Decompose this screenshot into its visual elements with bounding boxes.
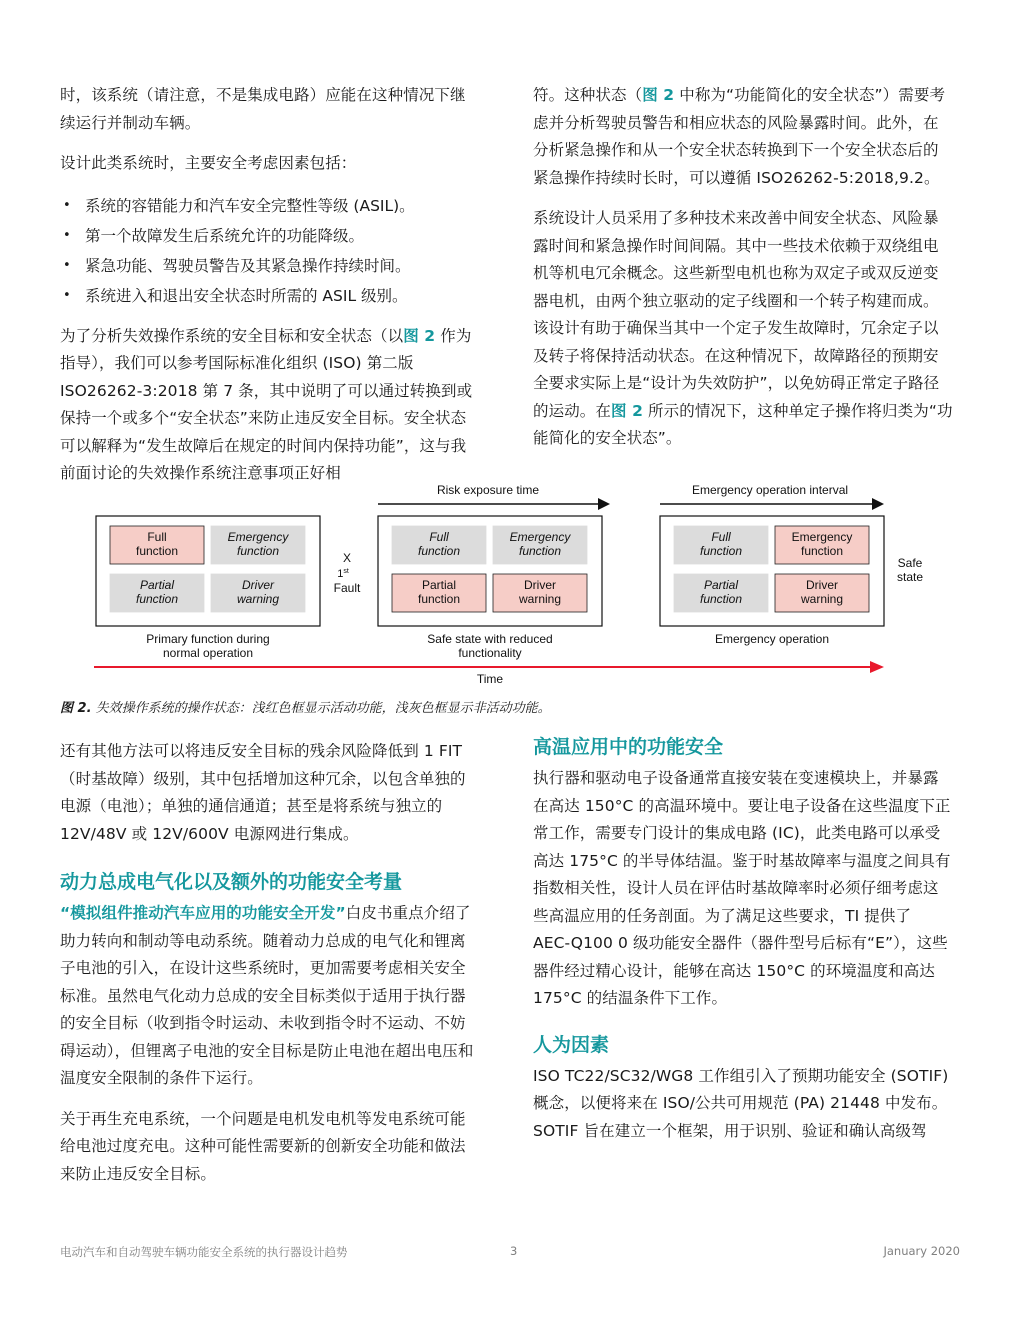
state-box-label: Driver <box>242 578 274 592</box>
state-panels <box>96 516 884 660</box>
list-item: • 第一个故障发生后系统允许的功能降级。 <box>60 221 480 251</box>
section-heading: 高温应用中的功能安全 <box>533 736 724 758</box>
figure-2-link[interactable]: 图 2 <box>403 326 436 345</box>
state-box-label: warning <box>800 592 844 606</box>
state-box-label: Emergency <box>227 530 289 544</box>
state-box-label: function <box>699 592 743 606</box>
safe-state-label-1: Safe <box>897 556 923 570</box>
page-number: 3 <box>510 1244 518 1258</box>
panel-caption: Emergency operation <box>714 632 830 646</box>
panel-caption: normal operation <box>162 646 254 660</box>
state-box-label: Driver <box>524 578 556 592</box>
whitepaper-link[interactable]: “模拟组件推动汽车应用的功能安全开发” <box>60 904 346 922</box>
state-box-label: function <box>417 544 461 558</box>
emergency-interval-label: Emergency operation interval <box>691 483 849 497</box>
paragraph: 关于再生充电系统，一个问题是电机发电机等发电系统可能给电池过度充电。这种可能性需要新的创新安全功能和做法来防止违反安全目标。 <box>60 1109 466 1183</box>
time-arrowhead <box>870 661 884 673</box>
state-box-label: Emergency <box>509 530 571 544</box>
paragraph: ISO TC22/SC32/WG8 工作组引入了预期功能安全 (SOTIF) 概念，以便将来在 ISO/公共可用规范 (PA) 21448 中发布。SOTIF 旨在建立一个框架，用于识别、验证和确认高级驾 <box>533 1066 949 1140</box>
state-box-label: function <box>800 544 844 558</box>
section-heading: 人为因素 <box>533 1033 610 1056</box>
list-item: • 系统进入和退出安全状态时所需的 ASIL 级别。 <box>60 281 480 311</box>
list-item: • 紧急功能、驾驶员警告及其紧急操作持续时间。 <box>60 251 480 281</box>
right-column-top <box>533 82 953 453</box>
operation-states-diagram <box>60 480 960 690</box>
paragraph: 设计此类系统时，主要安全考虑因素包括： <box>60 154 357 172</box>
state-box-label: Full <box>711 530 731 544</box>
paragraph: 符。这种状态（图 2 中称为“功能简化的安全状态”）需要考虑并分析驾驶员警告和相应状态的风险暴露时间。此外，在分析紧急操作和从一个安全状态转换到下一个安全状态后的紧急操作持续时长时，可以遵循 ISO26262-5:2018,9.2。 <box>533 86 946 187</box>
panel-caption: Primary function during <box>146 632 270 646</box>
risk-exposure-arrowhead <box>598 498 610 510</box>
state-box-label: Emergency <box>791 530 853 544</box>
figure-2-link[interactable]: 图 2 <box>611 401 643 420</box>
state-box-label: Partial <box>421 578 457 592</box>
left-column-top <box>60 82 480 488</box>
paragraph: “模拟组件推动汽车应用的功能安全开发”白皮书重点介绍了助力转向和制动等电动系统。随着动力总成的电气化和锂离子电池的引入，在设计这些系统时，更加需要考虑相关安全标准。虽然电气化动力总成的安全目标类似于适用于执行器的安全目标（收到指令时运动、未收到指令时不运动、不妨碍运动），但锂离子电池的安全目标是防止电池在超出电压和温度安全限制的条件下运行。 <box>60 904 474 1087</box>
list-item: • 系统的容错能力和汽车安全完整性等级 (ASIL)。 <box>60 191 480 221</box>
state-box-label: function <box>135 544 179 558</box>
state-box-label: function <box>417 592 461 606</box>
paragraph: 还有其他方法可以将违反安全目标的残余风险降低到 1 FIT（时基故障）级别，其中包括增加这种冗余，以包含单独的电源（电池）；单独的通信通道；甚至是将系统与独立的 12V/48V 或 12V/600V 电源网进行集成。 <box>60 742 466 843</box>
safety-considerations-list <box>60 191 480 311</box>
paragraph: 时，该系统（请注意，不是集成电路）应能在这种情况下继续运行并制动车辆。 <box>60 86 466 132</box>
footer-date: January 2020 <box>883 1244 960 1258</box>
state-box-label: Partial <box>139 578 175 592</box>
footer-title: 电动汽车和自动驾驶车辆功能安全系统的执行器设计趋势 <box>60 1245 348 1259</box>
section-heading: 动力总成电气化以及额外的功能安全考量 <box>60 871 403 893</box>
paragraph: 为了分析失效操作系统的安全目标和安全状态（以图 2 作为指导），我们可以参考国际标准化组织 (ISO) 第二版 ISO26262-3:2018 第 7 条，其中说明了可以通过转换到或保持一个或多个“安全状态”来防止违反安全目标。安全状态可以解释为“发生故障后在规定的时间内保持功能”，这与我前面讨论的失效操作系统注意事项正好相 <box>60 326 473 482</box>
state-box-label: function <box>518 544 562 558</box>
figure-2-link[interactable]: 图 2 <box>642 86 675 104</box>
state-box-label: function <box>236 544 280 558</box>
left-column-bottom <box>60 738 480 1188</box>
state-box-label: Full <box>429 530 449 544</box>
state-box-label: Full <box>147 530 167 544</box>
fault-x-mark: X <box>342 551 352 565</box>
panel-caption: functionality <box>458 646 522 660</box>
paragraph: 系统设计人员采用了多种技术来改善中间安全状态、风险暴露时间和紧急操作时间间隔。其中一些技术依赖于双绕组电机等机电冗余概念。这些新型电机也称为双定子或双反逆变器电机，由两个独立驱动的定子线圈和一个转子构建而成。该设计有助于确保当其中一个定子发生故障时，冗余定子以及转子将保持活动状态。在这种情况下，故障路径的预期安全要求实际上是“设计为失效防护”，以免妨碍正常定子路径的运动。在图 2 所示的情况下，这种单定子操作将归类为“功能简化的安全状态”。 <box>533 209 953 447</box>
state-box-label: function <box>135 592 179 606</box>
fault-label: Fault <box>333 581 361 595</box>
state-box-label: function <box>699 544 743 558</box>
right-column-bottom <box>533 733 953 1145</box>
state-box-label: Partial <box>703 578 739 592</box>
emergency-interval-arrowhead <box>872 498 884 510</box>
figure-caption: 图 2. 失效操作系统的操作状态：浅红色框显示活动功能，浅灰色框显示非活动功能。 <box>60 701 551 716</box>
fault-number: 1st <box>337 568 349 580</box>
time-label: Time <box>476 672 504 686</box>
state-box-label: Driver <box>806 578 838 592</box>
paragraph: 执行器和驱动电子设备通常直接安装在变速模块上，并暴露在高达 150°C 的高温环境中。要让电子设备在这些温度下正常工作，需要专门设计的集成电路 (IC)，此类电路可以承受高达 175°C 的半导体结温。鉴于时基故障率与温度之间具有指数相关性，设计人员在评估时基故障率时必须仔细考虑这些高温应用的任务剖面。为了满足这些要求，TI 提供了 AEC-Q100 0 级功能安全器件（器件型号后标有“E”），这些器件经过精心设计，能够在高达 150°C 的环境温度和高达 175°C 的结温条件下工作。 <box>533 769 951 1007</box>
state-box-label: warning <box>236 592 280 606</box>
risk-exposure-label: Risk exposure time <box>436 483 540 497</box>
safe-state-label-2: state <box>896 570 924 584</box>
panel-caption: Safe state with reduced <box>427 632 553 646</box>
state-box-label: warning <box>518 592 562 606</box>
